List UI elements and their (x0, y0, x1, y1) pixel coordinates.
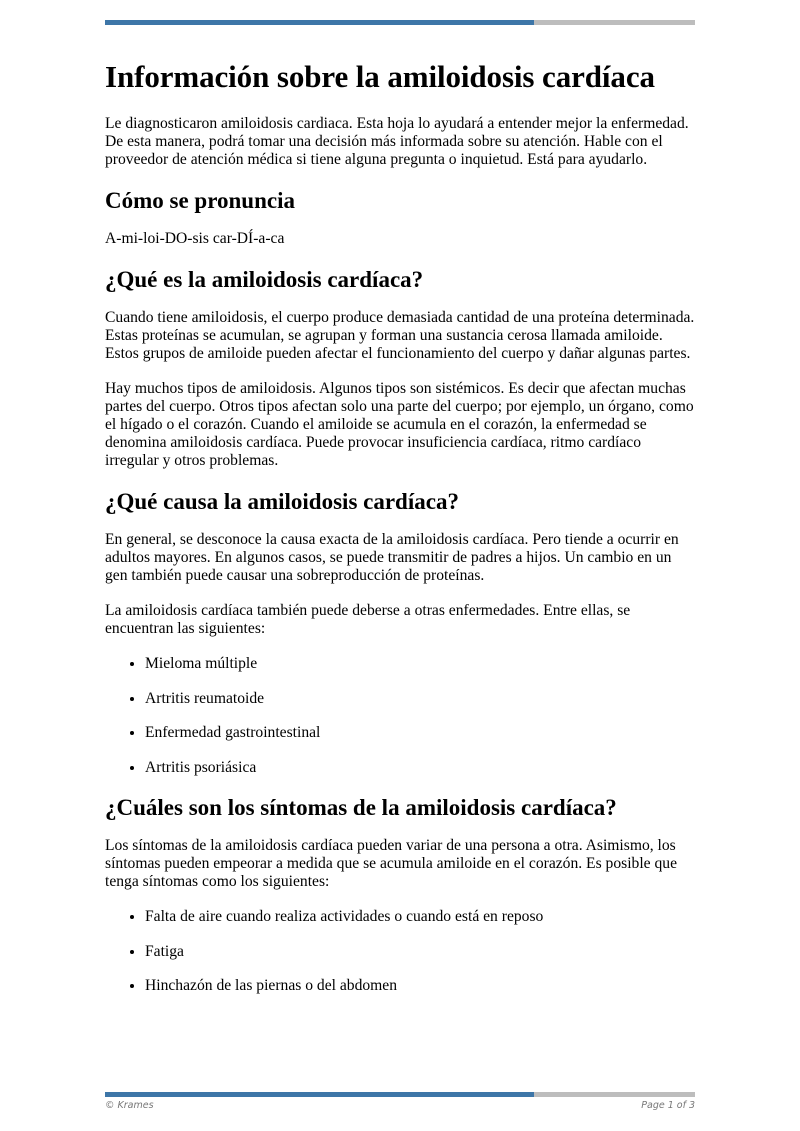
list-item: • Fatiga (145, 943, 697, 961)
page-title: Información sobre la amiloidosis cardíaca (105, 59, 655, 94)
paragraph: Hay muchos tipos de amiloidosis. Algunos tipos son sistémicos. Es decir que afectan muchas partes del cuerpo. Otros tipos afectan solo una parte del cuerpo; por ejemplo, un órgano, como el hígado o el corazón. Cuando el amiloide se acumula en el corazón, la enfermedad se denomina amiloidosis cardíaca. Puede provocar insuficiencia cardíaca, ritmo cardíaco irregular y otros problemas. (105, 380, 694, 469)
page-number: Page 1 of 3 (641, 1100, 695, 1111)
paragraph: Cuando tiene amiloidosis, el cuerpo produce demasiada cantidad de una proteína determinada. Estas proteínas se acumulan, se agrupan y forman una sustancia cerosa llamada amiloide. Estos grupos de amiloide pueden afectar el funcionamiento del cuerpo y dañar algunas partes. (105, 309, 695, 362)
header-progress-bar (105, 20, 695, 25)
paragraph: La amiloidosis cardíaca también puede deberse a otras enfermedades. Entre ellas, se encuentran las siguientes: (105, 602, 631, 637)
page-footer (105, 1100, 695, 1111)
pronunciation-text: A-mi-loi-DO-sis car-DÍ-a-ca (105, 230, 285, 247)
paragraph: En general, se desconoce la causa exacta de la amiloidosis cardíaca. Pero tiende a ocurrir en adultos mayores. En algunos casos, se puede transmitir de padres a hijos. Un cambio en un gen también puede causar una sobreproducción de proteínas. (105, 531, 679, 584)
list-item: • Enfermedad gastrointestinal (145, 724, 697, 742)
footer-bar-accent (105, 1092, 534, 1097)
section-what-is (105, 265, 697, 470)
copyright-text: © Krames (105, 1100, 154, 1111)
list-item: • Hinchazón de las piernas o del abdomen (145, 977, 697, 995)
section-symptoms (105, 793, 697, 995)
list-item: • Mieloma múltiple (145, 655, 697, 673)
section-pronunciation (105, 186, 697, 248)
list-item: • Artritis psoriásica (145, 759, 697, 777)
causes-list (105, 655, 697, 777)
symptoms-list (105, 908, 697, 995)
section-causes (105, 487, 697, 777)
intro-paragraph: Le diagnosticaron amiloidosis cardiaca. Esta hoja lo ayudará a entender mejor la enfermedad. De esta manera, podrá tomar una decisión más informada sobre su atención. Hable con el proveedor de atención médica si tiene alguna pregunta o inquietud. Está para ayudarlo. (105, 115, 689, 168)
footer-bar-track (534, 1092, 695, 1097)
footer-progress-bar (105, 1092, 695, 1097)
section-heading: ¿Qué es la amiloidosis cardíaca? (105, 267, 424, 292)
section-heading: ¿Cuáles son los síntomas de la amiloidosis cardíaca? (105, 795, 617, 820)
paragraph: Los síntomas de la amiloidosis cardíaca pueden variar de una persona a otra. Asimismo, los síntomas pueden empeorar a medida que se acumula amiloide en el corazón. Es posible que tenga síntomas como los siguientes: (105, 837, 678, 890)
section-heading: Cómo se pronuncia (105, 188, 295, 213)
list-item: • Falta de aire cuando realiza actividades o cuando está en reposo (145, 908, 697, 926)
section-heading: ¿Qué causa la amiloidosis cardíaca? (105, 489, 459, 514)
list-item: • Artritis reumatoide (145, 690, 697, 708)
document-content (105, 55, 697, 1012)
header-bar-accent (105, 20, 534, 25)
header-bar-track (534, 20, 695, 25)
